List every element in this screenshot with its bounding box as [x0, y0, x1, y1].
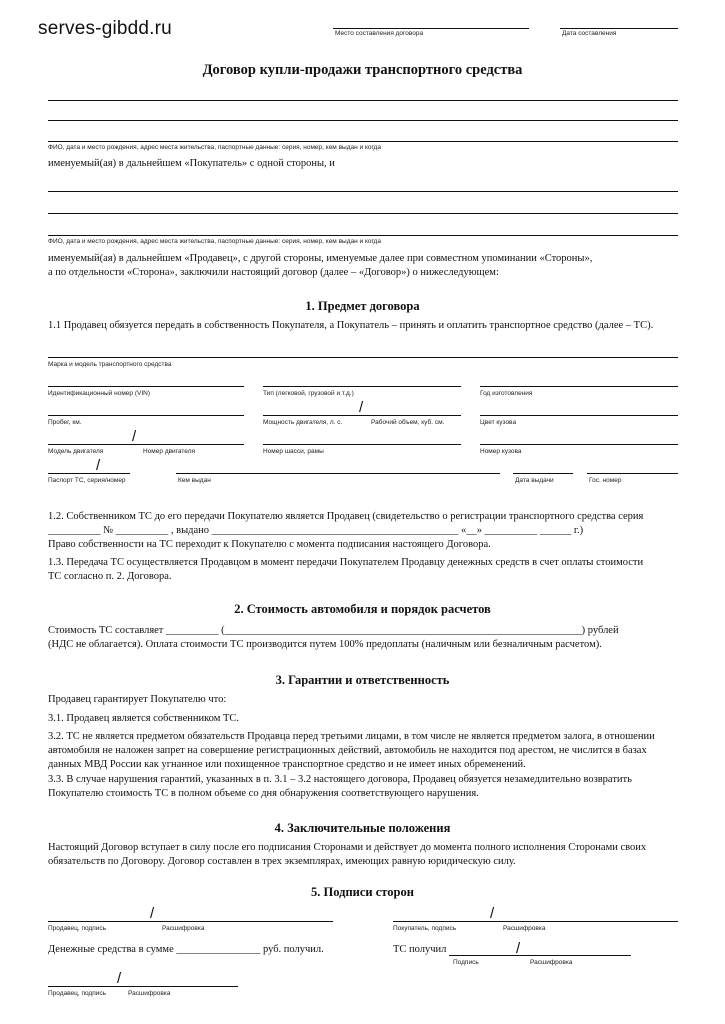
s3-p32-line2: автомобиля не наложен запрет на совершение регистрационных действий, автомобиль не находится под арестом, не числится в базах	[48, 745, 647, 756]
document-title: Договор купли-продажи транспортного средства	[202, 62, 523, 78]
seller-text-2: а по отдельности «Сторона», заключили настоящий договор (далее – «Договор») о нижеследующем:	[48, 267, 499, 278]
body-no-line	[480, 444, 678, 445]
date-line	[560, 28, 678, 29]
issue-date-label: Дата выдачи	[515, 477, 554, 484]
vin-label: Идентификационный номер (VIN)	[48, 390, 150, 397]
separator-slash: /	[132, 428, 137, 445]
seller-final-signature-line	[48, 986, 238, 987]
s1-p12-line3: Право собственности на ТС переходит к Покупателю с момента подписания настоящего Договора.	[48, 539, 491, 550]
fio-line	[48, 213, 678, 214]
buyer-decode-label: Расшифровка	[503, 925, 546, 932]
fio-caption: ФИО, дата и место рождения, адрес места жительства, паспортные данные: серия, номер, кем выдан и когда	[48, 238, 381, 245]
section-4-heading: 4. Заключительные положения	[274, 821, 451, 835]
s3-p32-line1: 3.2. ТС не является предметом обязательств Продавца перед третьими лицами, в том числе не является предметом залога, в отношении	[48, 731, 655, 742]
separator-slash: /	[117, 970, 122, 987]
buyer-text: именуемый(ая) в дальнейшем «Покупатель» с одной стороны, и	[48, 158, 335, 169]
volume-label: Рабочий объем, куб. см.	[371, 419, 445, 426]
fio-line	[48, 141, 678, 142]
s4-p2: обязательств по Договору. Договор составлен в трех экземплярах, имеющих равную юридическую силу.	[48, 856, 516, 867]
ts-signature-line	[449, 955, 631, 956]
section-2-heading: 2. Стоимость автомобиля и порядок расчетов	[234, 602, 491, 616]
buyer-signature-line	[393, 921, 678, 922]
separator-slash: /	[490, 905, 495, 922]
passport-label: Паспорт ТС, серия/номер	[48, 477, 126, 484]
site-watermark: serves-gibdd.ru	[38, 18, 172, 39]
seller-final-decode-label: Расшифровка	[128, 990, 171, 997]
type-label: Тип (легковой, грузовой и т.д.)	[263, 390, 354, 397]
separator-slash: /	[150, 905, 155, 922]
power-label: Мощность двигателя, л. с.	[263, 419, 343, 426]
s2-p2: (НДС не облагается). Оплата стоимости ТС производится путем 100% предоплаты (наличным или безналичным расчетом).	[48, 639, 602, 650]
s1-p13-line2: ТС согласно п. 2. Договора.	[48, 571, 172, 582]
s4-p1: Настоящий Договор вступает в силу после его подписания Сторонами и действует до момента полного исполнения Сторонами своих	[48, 842, 647, 853]
fio-line	[48, 100, 678, 101]
s1-p1: 1.1 Продавец обязуется передать в собственность Покупателя, а Покупатель – принять и оплатить транспортное средство (далее – ТС).	[48, 320, 654, 331]
mileage-label: Пробег, км.	[48, 419, 82, 426]
passport-line	[48, 473, 130, 474]
separator-slash: /	[359, 399, 364, 416]
separator-slash: /	[516, 940, 521, 957]
chassis-label: Номер шасси, рамы	[263, 448, 324, 455]
seller-decode-label: Расшифровка	[162, 925, 205, 932]
seller-sign-label: Продавец, подпись	[48, 925, 107, 932]
s1-p12-line2: __________ № __________ , выдано _______________________________________________ «__» __________ ______ г.)	[48, 525, 584, 536]
brand-line	[48, 357, 678, 358]
separator-slash: /	[96, 457, 101, 474]
year-label: Год изготовления	[480, 390, 533, 397]
fio-line	[48, 120, 678, 121]
brand-label: Марка и модель транспортного средства	[48, 361, 172, 368]
color-label: Цвет кузова	[480, 419, 517, 426]
engine-model-label: Модель двигателя	[48, 448, 104, 455]
type-line	[263, 386, 461, 387]
s3-intro: Продавец гарантирует Покупателю что:	[48, 694, 227, 705]
buyer-sign-label: Покупатель, подпись	[393, 925, 457, 932]
color-line	[480, 415, 678, 416]
ts-received-text: ТС получил	[393, 944, 447, 955]
fio-line	[48, 235, 678, 236]
issued-by-line	[176, 473, 500, 474]
chassis-line	[263, 444, 461, 445]
place-line	[333, 28, 529, 29]
section-1-heading: 1. Предмет договора	[305, 299, 420, 313]
seller-final-sign-label: Продавец, подпись	[48, 990, 107, 997]
money-received-text: Денежные средства в сумме ________________ руб. получил.	[48, 944, 324, 955]
fio-line	[48, 191, 678, 192]
body-no-label: Номер кузова	[480, 448, 522, 455]
vin-line	[48, 386, 244, 387]
section-5-heading: 5. Подписи сторон	[311, 885, 414, 899]
s3-p32-line3: данных МВД России как угнанное или похищенное транспортное средство и не имеет иных обременений.	[48, 759, 526, 770]
place-label: Место составления договора	[335, 30, 424, 37]
s1-p13-line1: 1.3. Передача ТС осуществляется Продавцом в момент передачи Покупателем Продавцу денежных средств в счет оплаты стоимости	[48, 557, 644, 568]
fio-caption: ФИО, дата и место рождения, адрес места жительства, паспортные данные: серия, номер, кем выдан и когда	[48, 144, 381, 151]
gos-no-line	[587, 473, 678, 474]
s1-p12-line1: 1.2. Собственником ТС до его передачи Покупателю является Продавец (свидетельство о регистрации транспортного средства серия	[48, 511, 644, 522]
section-3-heading: 3. Гарантии и ответственность	[275, 673, 450, 687]
ts-decode-label: Расшифровка	[530, 959, 573, 966]
year-line	[480, 386, 678, 387]
gos-no-label: Гос. номер	[589, 477, 622, 484]
issued-by-label: Кем выдан	[178, 477, 211, 484]
seller-text-1: именуемый(ая) в дальнейшем «Продавец», с другой стороны, именуемые далее при совместном упоминании «Стороны»,	[48, 253, 593, 264]
s3-p31: 3.1. Продавец является собственником ТС.	[48, 713, 240, 724]
s3-p33-line2: Покупателю стоимость ТС в полном объеме со дня обнаружения соответствующего нарушения.	[48, 788, 479, 799]
s3-p33-line1: 3.3. В случае нарушения гарантий, указанных в п. 3.1 – 3.2 настоящего договора, Продавец обязуется незамедлительно возвратить	[48, 774, 632, 785]
date-label: Дата составления	[562, 30, 617, 37]
issue-date-line	[513, 473, 573, 474]
engine-line	[48, 444, 244, 445]
s2-p1: Стоимость ТС составляет __________ (____________________________________________________________________) рублей	[48, 625, 619, 636]
seller-signature-line	[48, 921, 333, 922]
engine-no-label: Номер двигателя	[143, 448, 196, 455]
mileage-line	[48, 415, 244, 416]
ts-sign-label: Подпись	[453, 959, 479, 966]
